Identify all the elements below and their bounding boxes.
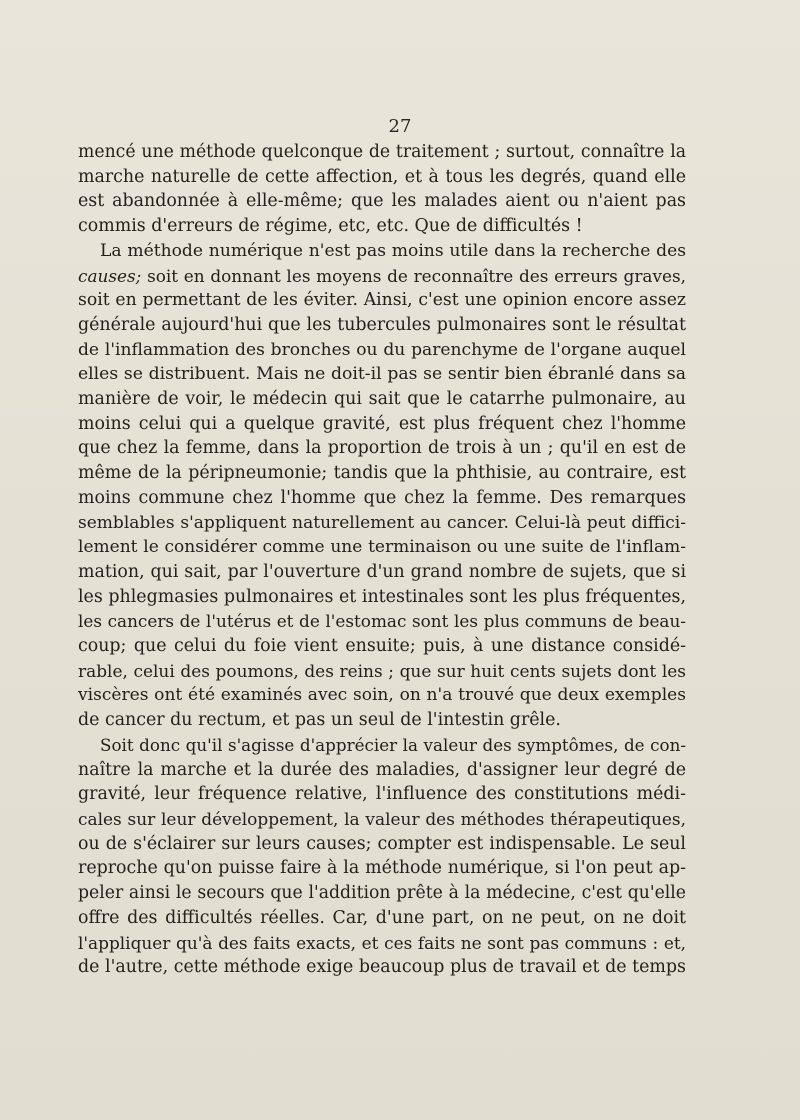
text-line: Soit donc qu'il s'agisse d'apprécier la valeur des symptômes, de con-: [100, 734, 686, 755]
text-line: rable, celui des poumons, des reins ; que sur huit cents sujets dont les: [78, 660, 686, 681]
text-line: offre des difficultés réelles. Car, d'une part, on ne peut, on ne doit: [78, 907, 686, 928]
text-line: de l'autre, cette méthode exige beaucoup plus de travail et de temps: [78, 957, 686, 978]
paragraph-3: [78, 733, 686, 980]
text-line: peler ainsi le secours que l'addition prête à la médecine, c'est qu'elle: [78, 883, 686, 904]
text-line: cales sur leur développement, la valeur des méthodes thérapeutiques,: [78, 808, 686, 829]
text-line: La méthode numérique n'est pas moins utile dans la recherche des: [100, 240, 686, 261]
text-line: même de la péripneumonie; tandis que la phthisie, au contraire, est: [78, 463, 686, 484]
text-line: l'appliquer qu'à des faits exacts, et ces faits ne sont pas communs : et,: [78, 932, 686, 953]
text-line: gravité, leur fréquence relative, l'influence des constitutions médi-: [78, 784, 686, 805]
text-line: semblables s'appliquent naturellement au cancer. Celui-là peut diffici-: [78, 512, 686, 533]
text-line: marche naturelle de cette affection, et à tous les degrés, quand elle: [78, 166, 686, 187]
text-line: viscères ont été examinés avec soin, on n'a trouvé que deux exemples: [78, 685, 686, 706]
paragraph-2: [78, 239, 686, 733]
text-line: reproche qu'on puisse faire à la méthode numérique, si l'on peut ap-: [78, 858, 686, 879]
text-line: les cancers de l'utérus et de l'estomac sont les plus communs de beau-: [78, 611, 686, 632]
text-line: causes; soit en donnant les moyens de reconnaître des erreurs graves,: [78, 265, 686, 286]
text-line: elles se distribuent. Mais ne doit-il pas se sentir bien ébranlé dans sa: [78, 364, 686, 385]
text-line: naître la marche et la durée des maladies, d'assigner leur degré de: [78, 759, 686, 780]
page-number: 27: [388, 116, 412, 137]
text-line: de l'inflammation des bronches ou du parenchyme de l'organe auquel: [78, 339, 686, 360]
text-line: moins celui qui a quelque gravité, est plus fréquent chez l'homme: [78, 413, 686, 434]
text-line: commis d'erreurs de régime, etc, etc. Que de difficultés !: [78, 216, 583, 237]
text-line: moins commune chez l'homme que chez la femme. Des remarques: [78, 487, 686, 508]
text-line: coup; que celui du foie vient ensuite; puis, à une distance considé-: [78, 636, 686, 657]
text-line: soit en permettant de les éviter. Ainsi, c'est une opinion encore assez: [78, 290, 686, 311]
text-line: générale aujourd'hui que les tubercules pulmonaires sont le résultat: [78, 314, 686, 335]
text-line: lement le considérer comme une terminaison ou une suite de l'inflam-: [78, 537, 686, 558]
text-line: est abandonnée à elle-même; que les malades aient ou n'aient pas: [78, 191, 686, 212]
paragraph-1: [78, 140, 686, 239]
text-line: les phlegmasies pulmonaires et intestinales sont les plus fréquentes,: [78, 586, 686, 607]
text-line: manière de voir, le médecin qui sait que le catarrhe pulmonaire, au: [78, 389, 686, 410]
text-line: que chez la femme, dans la proportion de trois à un ; qu'il en est de: [78, 438, 686, 459]
text-line: ou de s'éclairer sur leurs causes; compter est indispensable. Le seul: [78, 833, 686, 854]
text-line: mation, qui sait, par l'ouverture d'un grand nombre de sujets, que si: [78, 561, 686, 582]
text-line: mencé une méthode quelconque de traitement ; surtout, connaître la: [78, 142, 686, 162]
emphasized-word: causes;: [78, 265, 142, 286]
text-line: de cancer du rectum, et pas un seul de l'intestin grêle.: [78, 710, 561, 731]
body-text: [78, 140, 686, 980]
